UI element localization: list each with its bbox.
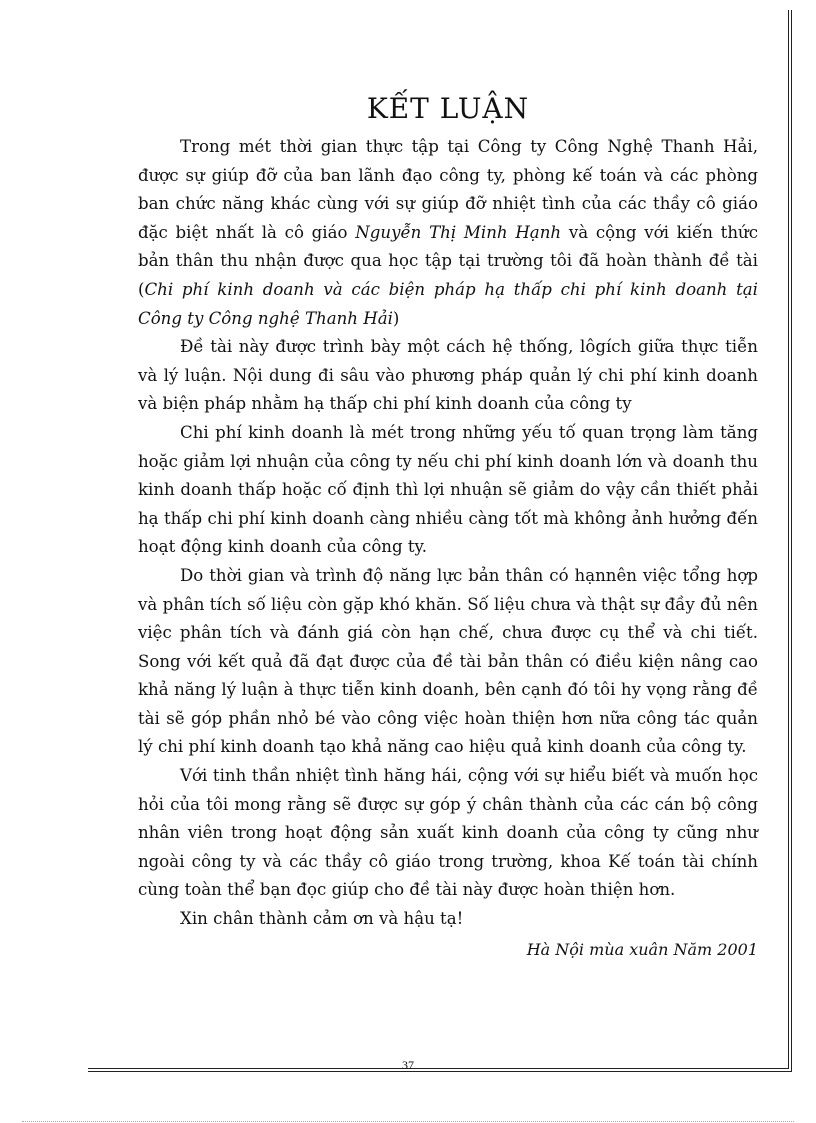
paragraph-text: Với tinh thần nhiệt tình hăng hái, cộng với sự hiểu biết và muốn học hỏi của tôi mong rằng sẽ được sự góp ý chân thành của các cán bộ công nhân viên trong hoạt động sản xuất kinh doanh của công ty cũng như ngoài công ty và các thầy cô giáo trong trường, khoa Kế toán tài chính cùng toàn thể bạn đọc giúp cho đề tài này được hoàn thiện hơn.: [138, 766, 758, 900]
page-number: 37: [402, 1058, 414, 1072]
paragraph-text-italic: Nguyễn Thị Minh Hạnh: [355, 222, 562, 242]
paragraph-4: [138, 562, 758, 762]
paragraph-text: ): [392, 308, 400, 328]
signature-line: Hà Nội mùa xuân Năm 2001: [526, 939, 758, 959]
document-body: [138, 92, 758, 964]
paragraph-text: Đề tài này được trình bày một cách hệ thống, lôgích giữa thực tiễn và lý luận. Nội dung đi sâu vào phương pháp quản lý chi phí kinh doanh và biện pháp nhằm hạ thấp chi phí kinh doanh của công ty: [138, 337, 758, 414]
page-title: KẾT LUẬN: [366, 92, 530, 125]
paragraph-text: Chi phí kinh doanh là mét trong những yếu tố quan trọng làm tăng hoặc giảm lợi nhuận của công ty nếu chi phí kinh doanh lớn và doanh thu kinh doanh thấp hoặc cố định thì lợi nhuận sẽ giảm do vậy cần thiết phải hạ thấp chi phí kinh doanh càng nhiều càng tốt mà không ảnh hưởng đến hoạt động kinh doanh của công ty.: [138, 422, 758, 557]
paragraph-text: Do thời gian và trình độ năng lực bản thân có hạnnên việc tổng hợp và phân tích số liệu còn gặp khó khăn. Số liệu chưa và thật sự đầy đủ nên việc phân tích và đánh giá còn hạn chế, chưa được cụ thể và chi tiết. Song với kết quả đã đạt được của đề tài bản thân có điều kiện nâng cao khả năng lý luận à thực tiễn kinh doanh, bên cạnh đó tôi hy vọng rằng đề tài sẽ góp phần nhỏ bé vào công việc hoàn thiện hơn nữa công tác quản lý chi phí kinh doanh tạo khả năng cao hiệu quả kinh doanh của công ty.: [138, 565, 758, 757]
paragraph-3: [138, 419, 758, 562]
page-bottom-divider: [22, 1121, 794, 1122]
paragraph-text: và cộng với kiến thức bản thân thu nhận được qua học tập tại trường tôi đã hoàn thành đề tài (: [138, 222, 758, 299]
paragraph-6: [138, 905, 758, 934]
paragraph-text: Xin chân thành cảm ơn và hậu tạ!: [180, 909, 464, 929]
paragraph-text: Trong mét thời gian thực tập tại Công ty Công Nghệ Thanh Hải, được sự giúp đỡ của ban lãnh đạo công ty, phòng kế toán và các phòng ban chức năng khác cùng với sự giúp đỡ nhiệt tình của các thầy cô giáo đặc biệt nhất là cô giáo: [138, 137, 758, 242]
paragraph-text-italic: Chi phí kinh doanh và các biện pháp hạ thấp chi phí kinh doanh tại Công ty Công nghệ Thanh Hải: [138, 279, 758, 328]
paragraph-2: [138, 333, 758, 419]
paragraph-1: [138, 133, 758, 333]
paragraph-5: [138, 762, 758, 905]
